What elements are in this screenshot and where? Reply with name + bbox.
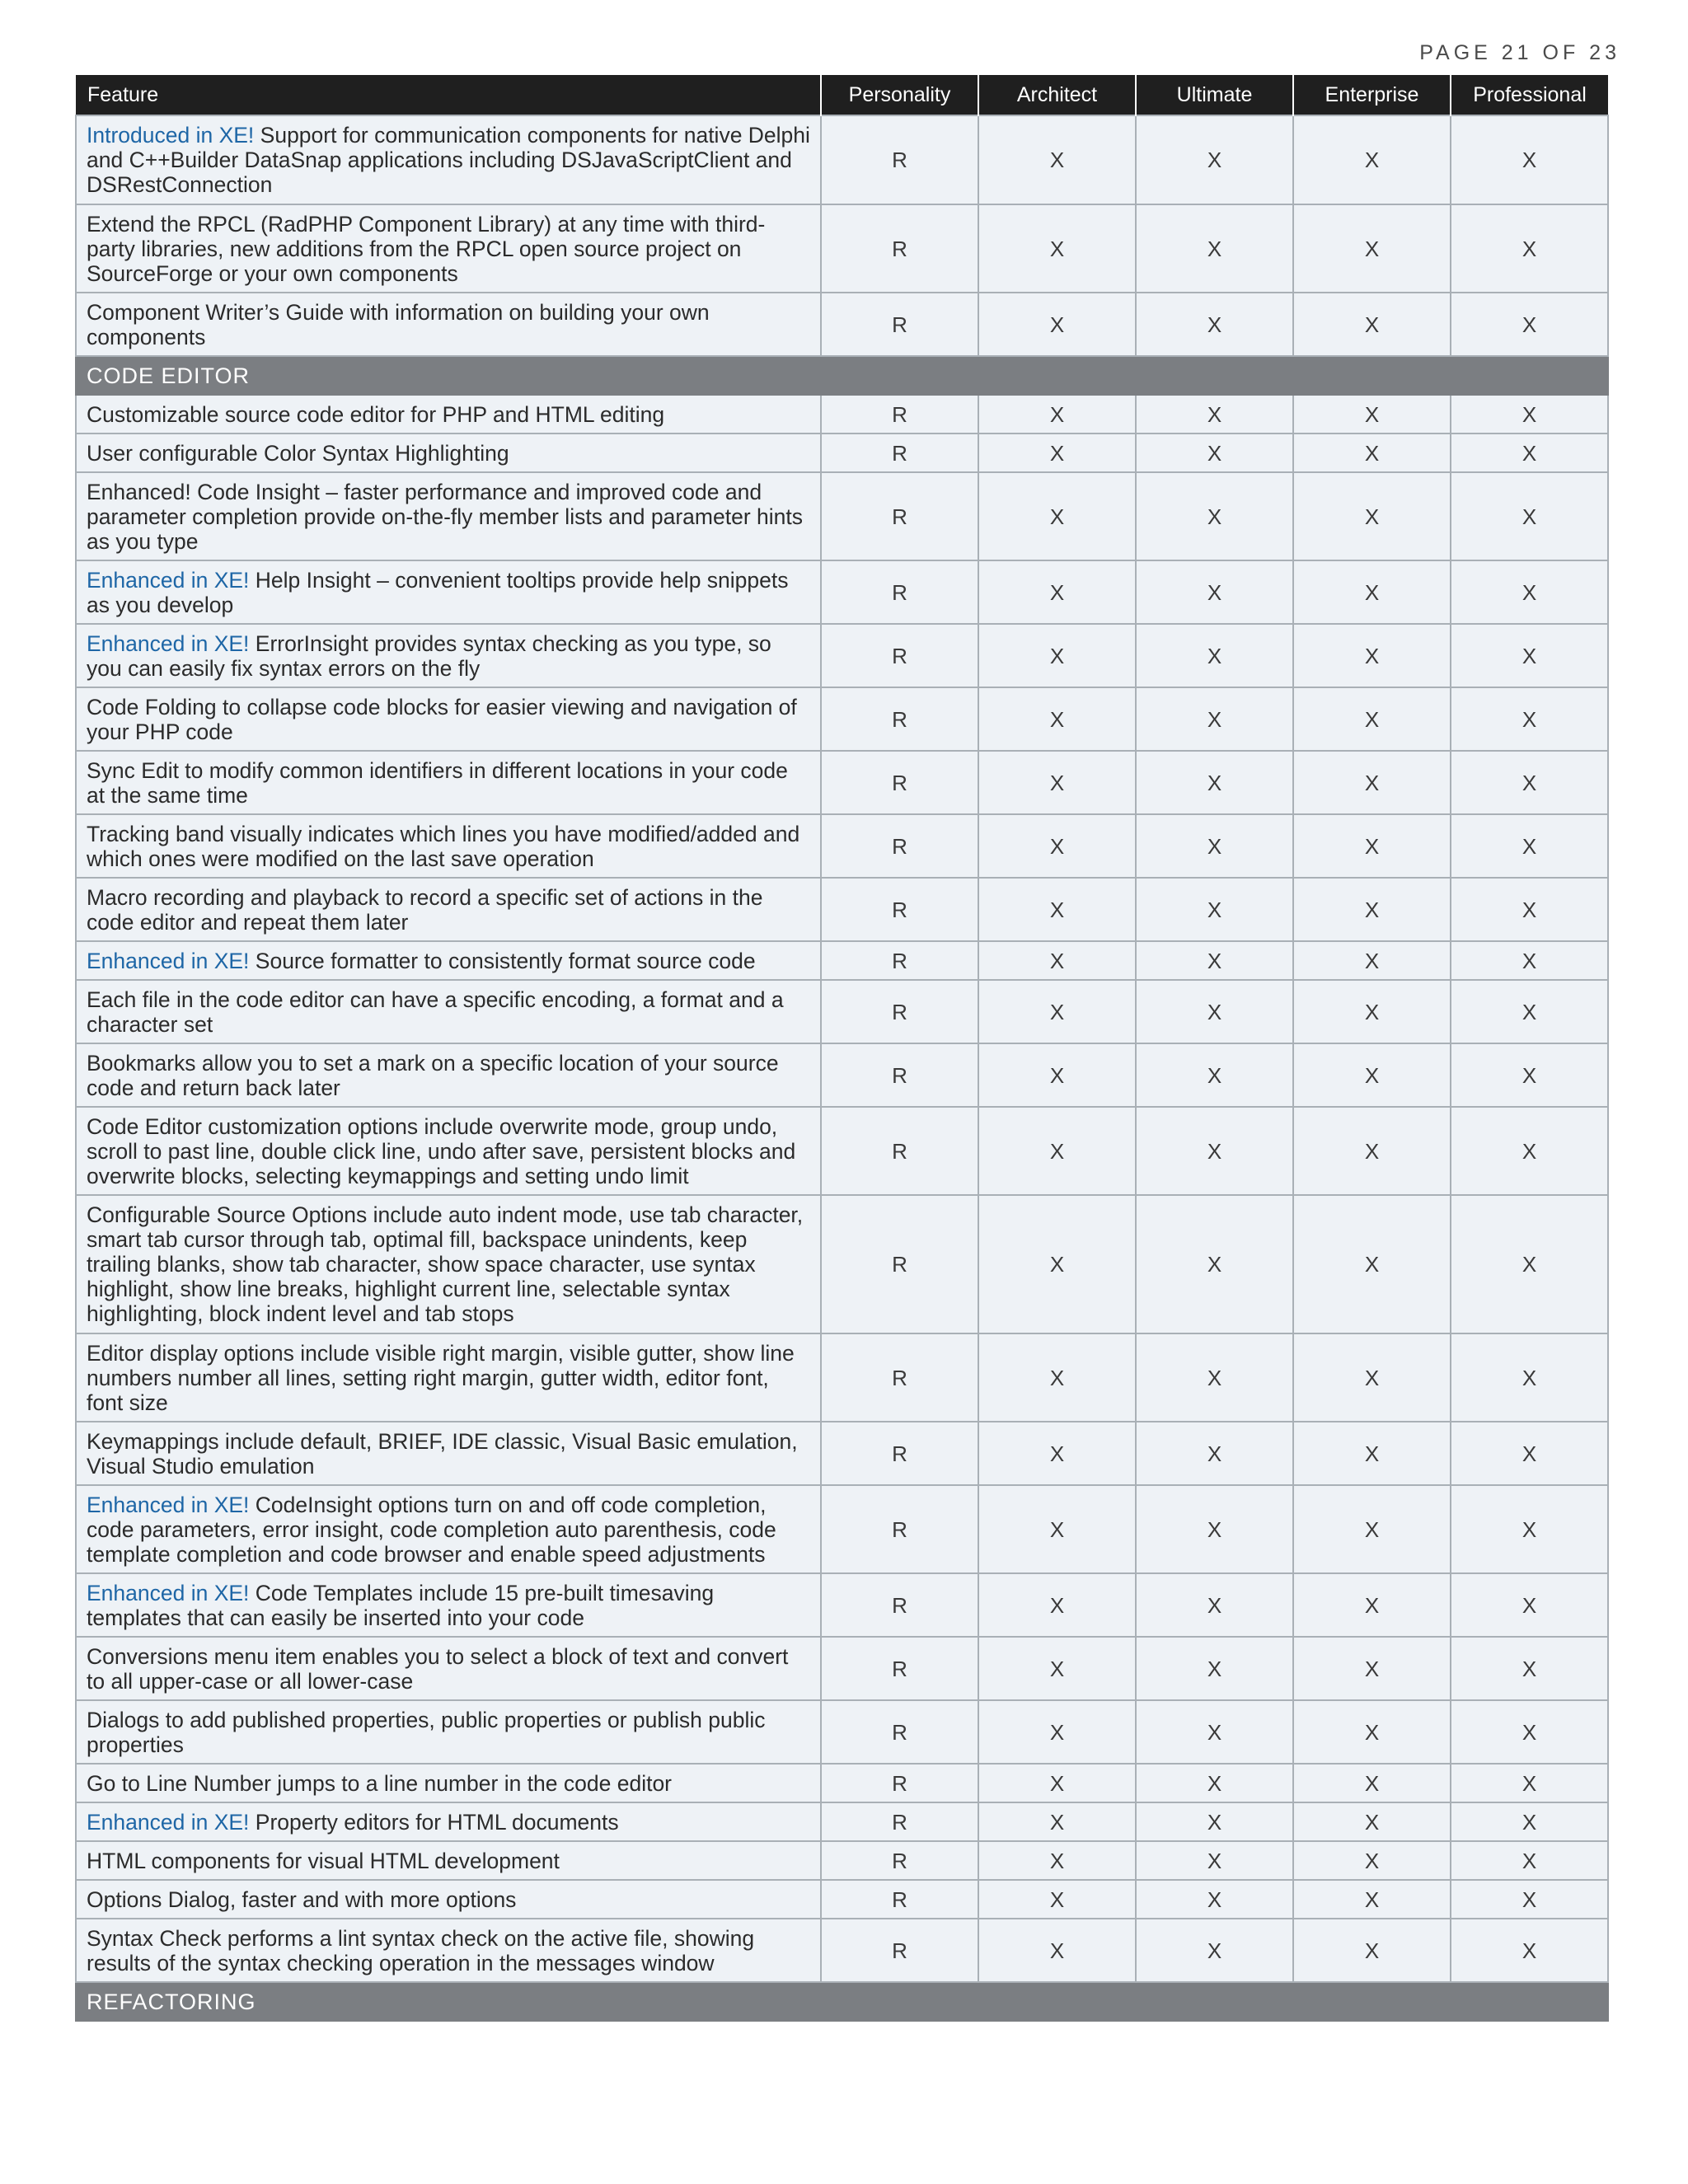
feature-cell <box>76 560 821 624</box>
availability-cell-professional: X <box>1451 1195 1608 1333</box>
availability-cell-personality: R <box>821 1700 978 1764</box>
availability-cell-professional: X <box>1451 395 1608 434</box>
availability-cell-ultimate: X <box>1136 624 1293 687</box>
feature-description: Extend the RPCL (RadPHP Component Library) at any time with third-party libraries, new additions from the RPCL open source project on SourceForge or your own components <box>87 211 766 286</box>
table-row <box>76 204 1608 293</box>
availability-cell-enterprise: X <box>1293 1919 1451 1982</box>
feature-cell <box>76 293 821 356</box>
availability-cell-architect: X <box>978 1637 1136 1700</box>
availability-cell-architect: X <box>978 624 1136 687</box>
feature-description: Property editors for HTML documents <box>249 1809 619 1835</box>
table-row <box>76 1573 1608 1637</box>
availability-cell-architect: X <box>978 1700 1136 1764</box>
availability-cell-ultimate: X <box>1136 1841 1293 1880</box>
availability-cell-personality: R <box>821 687 978 751</box>
availability-cell-architect: X <box>978 293 1136 356</box>
availability-cell-architect: X <box>978 560 1136 624</box>
availability-cell-personality: R <box>821 941 978 980</box>
table-row <box>76 472 1608 560</box>
availability-cell-professional: X <box>1451 1637 1608 1700</box>
availability-cell-enterprise: X <box>1293 1700 1451 1764</box>
availability-cell-professional: X <box>1451 751 1608 814</box>
availability-cell-professional: X <box>1451 293 1608 356</box>
availability-cell-ultimate: X <box>1136 1700 1293 1764</box>
availability-cell-professional: X <box>1451 941 1608 980</box>
feature-cell <box>76 1195 821 1333</box>
feature-description: Syntax Check performs a lint syntax check on the active file, showing results of the syntax checking operation in the messages window <box>87 1925 755 1975</box>
feature-cell <box>76 1422 821 1485</box>
availability-cell-ultimate: X <box>1136 293 1293 356</box>
availability-cell-professional: X <box>1451 1841 1608 1880</box>
column-header-personality: Personality <box>821 75 978 115</box>
availability-cell-enterprise: X <box>1293 560 1451 624</box>
availability-cell-personality: R <box>821 624 978 687</box>
availability-cell-architect: X <box>978 687 1136 751</box>
availability-cell-ultimate: X <box>1136 434 1293 472</box>
availability-cell-personality: R <box>821 1107 978 1195</box>
availability-cell-ultimate: X <box>1136 560 1293 624</box>
feature-cell <box>76 941 821 980</box>
section-header-row <box>76 1982 1608 2021</box>
availability-cell-enterprise: X <box>1293 293 1451 356</box>
availability-cell-professional: X <box>1451 1700 1608 1764</box>
availability-cell-professional: X <box>1451 434 1608 472</box>
availability-cell-enterprise: X <box>1293 814 1451 878</box>
availability-cell-enterprise: X <box>1293 751 1451 814</box>
feature-description: Keymappings include default, BRIEF, IDE classic, Visual Basic emulation, Visual Studio emulation <box>87 1428 798 1479</box>
availability-cell-personality: R <box>821 293 978 356</box>
availability-cell-architect: X <box>978 204 1136 293</box>
availability-cell-architect: X <box>978 1764 1136 1802</box>
availability-cell-personality: R <box>821 1043 978 1107</box>
table-row <box>76 1700 1608 1764</box>
feature-highlight-label: Enhanced in XE! <box>87 1809 250 1835</box>
table-row <box>76 1043 1608 1107</box>
feature-highlight-label: Enhanced in XE! <box>87 1580 250 1605</box>
availability-cell-enterprise: X <box>1293 1573 1451 1637</box>
availability-cell-ultimate: X <box>1136 204 1293 293</box>
availability-cell-ultimate: X <box>1136 751 1293 814</box>
table-row <box>76 878 1608 941</box>
availability-cell-professional: X <box>1451 1880 1608 1919</box>
column-header-ultimate: Ultimate <box>1136 75 1293 115</box>
feature-highlight-label: Enhanced in XE! <box>87 948 250 973</box>
column-header-enterprise: Enterprise <box>1293 75 1451 115</box>
feature-cell <box>76 751 821 814</box>
availability-cell-personality: R <box>821 1573 978 1637</box>
availability-cell-ultimate: X <box>1136 472 1293 560</box>
table-row <box>76 1919 1608 1982</box>
feature-cell <box>76 434 821 472</box>
availability-cell-ultimate: X <box>1136 980 1293 1043</box>
availability-cell-architect: X <box>978 1333 1136 1422</box>
feature-cell <box>76 1919 821 1982</box>
availability-cell-enterprise: X <box>1293 624 1451 687</box>
availability-cell-ultimate: X <box>1136 1919 1293 1982</box>
table-row <box>76 293 1608 356</box>
table-row <box>76 1841 1608 1880</box>
table-row <box>76 1422 1608 1485</box>
availability-cell-architect: X <box>978 1841 1136 1880</box>
table-row <box>76 751 1608 814</box>
availability-cell-personality: R <box>821 560 978 624</box>
availability-cell-enterprise: X <box>1293 1485 1451 1573</box>
availability-cell-ultimate: X <box>1136 1043 1293 1107</box>
availability-cell-ultimate: X <box>1136 1195 1293 1333</box>
availability-cell-architect: X <box>978 941 1136 980</box>
feature-description: CodeInsight options turn on and off code completion, code parameters, error insight, code completion auto parenthesis, code template completion and code browser and enable speed adjustments <box>87 1492 776 1567</box>
table-body <box>76 115 1608 2021</box>
feature-description: Go to Line Number jumps to a line number in the code editor <box>87 1770 673 1796</box>
availability-cell-professional: X <box>1451 624 1608 687</box>
table-header-row <box>76 75 1608 115</box>
feature-description: Code Editor customization options include overwrite mode, group undo, scroll to past line, double click line, undo after save, persistent blocks and overwrite blocks, selecting keymappings and setting undo limit <box>87 1113 796 1188</box>
availability-cell-ultimate: X <box>1136 1573 1293 1637</box>
availability-cell-architect: X <box>978 1195 1136 1333</box>
availability-cell-professional: X <box>1451 472 1608 560</box>
feature-description: ErrorInsight provides syntax checking as you type, so you can easily fix syntax errors on the fly <box>87 630 771 681</box>
availability-cell-enterprise: X <box>1293 1043 1451 1107</box>
availability-cell-professional: X <box>1451 1485 1608 1573</box>
feature-highlight-label: Enhanced in XE! <box>87 1492 250 1517</box>
feature-cell <box>76 1841 821 1880</box>
feature-description: Bookmarks allow you to set a mark on a specific location of your source code and return back later <box>87 1050 779 1100</box>
table-row <box>76 1195 1608 1333</box>
table-row <box>76 1333 1608 1422</box>
availability-cell-ultimate: X <box>1136 1637 1293 1700</box>
availability-cell-architect: X <box>978 1043 1136 1107</box>
availability-cell-personality: R <box>821 1841 978 1880</box>
availability-cell-professional: X <box>1451 814 1608 878</box>
availability-cell-enterprise: X <box>1293 687 1451 751</box>
feature-cell <box>76 204 821 293</box>
feature-matrix-table <box>75 75 1609 2022</box>
page-number: PAGE 21 OF 23 <box>1419 41 1620 64</box>
availability-cell-personality: R <box>821 1880 978 1919</box>
availability-cell-professional: X <box>1451 1422 1608 1485</box>
table-row <box>76 624 1608 687</box>
feature-cell <box>76 980 821 1043</box>
availability-cell-professional: X <box>1451 1333 1608 1422</box>
availability-cell-architect: X <box>978 1107 1136 1195</box>
column-header-architect: Architect <box>978 75 1136 115</box>
feature-highlight-label: Introduced in XE! <box>87 123 255 148</box>
availability-cell-professional: X <box>1451 1107 1608 1195</box>
feature-cell <box>76 814 821 878</box>
column-header-professional: Professional <box>1451 75 1608 115</box>
availability-cell-architect: X <box>978 1802 1136 1841</box>
availability-cell-ultimate: X <box>1136 1485 1293 1573</box>
feature-cell <box>76 472 821 560</box>
feature-description: Editor display options include visible right margin, visible gutter, show line numbers number all lines, setting right margin, gutter width, editor font, font size <box>87 1340 795 1415</box>
feature-highlight-label: Enhanced in XE! <box>87 567 250 593</box>
availability-cell-enterprise: X <box>1293 1333 1451 1422</box>
availability-cell-personality: R <box>821 395 978 434</box>
table-row <box>76 1107 1608 1195</box>
feature-description: Customizable source code editor for PHP and HTML editing <box>87 401 665 427</box>
availability-cell-personality: R <box>821 1195 978 1333</box>
section-title: CODE EDITOR <box>76 356 1608 395</box>
feature-description: Component Writer’s Guide with information on building your own components <box>87 299 710 349</box>
availability-cell-professional: X <box>1451 115 1608 204</box>
feature-description: Tracking band visually indicates which lines you have modified/added and which ones were modified on the last save operation <box>87 821 800 871</box>
feature-description: Code Folding to collapse code blocks for easier viewing and navigation of your PHP code <box>87 694 797 744</box>
feature-description: Configurable Source Options include auto indent mode, use tab character, smart tab cursor through tab, optimal fill, backspace unindents, keep trailing blanks, show tab character, show space character, use syntax highlight, show line breaks, highlight current line, selectable syntax highlighting, block indent level and tab stops <box>87 1202 804 1326</box>
availability-cell-personality: R <box>821 814 978 878</box>
availability-cell-ultimate: X <box>1136 395 1293 434</box>
availability-cell-professional: X <box>1451 1764 1608 1802</box>
availability-cell-personality: R <box>821 1802 978 1841</box>
section-header-row <box>76 356 1608 395</box>
availability-cell-enterprise: X <box>1293 434 1451 472</box>
availability-cell-ultimate: X <box>1136 814 1293 878</box>
availability-cell-architect: X <box>978 115 1136 204</box>
availability-cell-professional: X <box>1451 980 1608 1043</box>
availability-cell-personality: R <box>821 434 978 472</box>
availability-cell-professional: X <box>1451 1802 1608 1841</box>
availability-cell-ultimate: X <box>1136 1880 1293 1919</box>
availability-cell-professional: X <box>1451 878 1608 941</box>
availability-cell-ultimate: X <box>1136 941 1293 980</box>
availability-cell-architect: X <box>978 472 1136 560</box>
availability-cell-ultimate: X <box>1136 1333 1293 1422</box>
feature-cell <box>76 878 821 941</box>
availability-cell-architect: X <box>978 878 1136 941</box>
table-row <box>76 434 1608 472</box>
availability-cell-professional: X <box>1451 1573 1608 1637</box>
availability-cell-enterprise: X <box>1293 1107 1451 1195</box>
availability-cell-enterprise: X <box>1293 1841 1451 1880</box>
feature-cell <box>76 624 821 687</box>
availability-cell-enterprise: X <box>1293 1880 1451 1919</box>
availability-cell-personality: R <box>821 1764 978 1802</box>
feature-description: HTML components for visual HTML development <box>87 1848 560 1873</box>
feature-cell <box>76 1485 821 1573</box>
feature-cell <box>76 1107 821 1195</box>
availability-cell-personality: R <box>821 472 978 560</box>
table-row <box>76 941 1608 980</box>
availability-cell-ultimate: X <box>1136 687 1293 751</box>
table-row <box>76 687 1608 751</box>
availability-cell-enterprise: X <box>1293 980 1451 1043</box>
table-row <box>76 1637 1608 1700</box>
availability-cell-enterprise: X <box>1293 1195 1451 1333</box>
feature-highlight-label: Enhanced in XE! <box>87 630 250 656</box>
feature-description: Conversions menu item enables you to select a block of text and convert to all upper-case or all lower-case <box>87 1643 789 1694</box>
availability-cell-enterprise: X <box>1293 1802 1451 1841</box>
availability-cell-professional: X <box>1451 560 1608 624</box>
availability-cell-ultimate: X <box>1136 115 1293 204</box>
availability-cell-architect: X <box>978 1880 1136 1919</box>
feature-cell <box>76 1802 821 1841</box>
availability-cell-architect: X <box>978 395 1136 434</box>
availability-cell-enterprise: X <box>1293 395 1451 434</box>
table-row <box>76 395 1608 434</box>
table-row <box>76 560 1608 624</box>
availability-cell-ultimate: X <box>1136 1422 1293 1485</box>
availability-cell-enterprise: X <box>1293 1764 1451 1802</box>
feature-description: Code Templates include 15 pre-built timesaving templates that can easily be inserted into your code <box>87 1580 715 1630</box>
availability-cell-personality: R <box>821 1422 978 1485</box>
table-row <box>76 980 1608 1043</box>
availability-cell-ultimate: X <box>1136 878 1293 941</box>
feature-description: Each file in the code editor can have a specific encoding, a format and a character set <box>87 987 784 1037</box>
availability-cell-personality: R <box>821 980 978 1043</box>
feature-cell <box>76 1637 821 1700</box>
feature-cell <box>76 1043 821 1107</box>
availability-cell-enterprise: X <box>1293 878 1451 941</box>
feature-description: User configurable Color Syntax Highlighting <box>87 440 509 466</box>
feature-description: Sync Edit to modify common identifiers in different locations in your code at the same time <box>87 757 788 808</box>
table-row <box>76 115 1608 204</box>
feature-description: Enhanced! Code Insight – faster performance and improved code and parameter completion provide on-the-fly member lists and parameter hints as you type <box>87 479 804 554</box>
availability-cell-personality: R <box>821 204 978 293</box>
availability-cell-enterprise: X <box>1293 1422 1451 1485</box>
availability-cell-enterprise: X <box>1293 472 1451 560</box>
table-row <box>76 1880 1608 1919</box>
availability-cell-architect: X <box>978 980 1136 1043</box>
availability-cell-enterprise: X <box>1293 115 1451 204</box>
feature-cell <box>76 395 821 434</box>
availability-cell-architect: X <box>978 434 1136 472</box>
feature-cell <box>76 687 821 751</box>
availability-cell-professional: X <box>1451 687 1608 751</box>
availability-cell-architect: X <box>978 751 1136 814</box>
availability-cell-personality: R <box>821 878 978 941</box>
feature-cell <box>76 1700 821 1764</box>
feature-description: Help Insight – convenient tooltips provide help snippets as you develop <box>87 567 789 617</box>
feature-description: Macro recording and playback to record a specific set of actions in the code editor and repeat them later <box>87 884 763 935</box>
availability-cell-personality: R <box>821 751 978 814</box>
feature-cell <box>76 115 821 204</box>
feature-description: Support for communication components for native Delphi and C++Builder DataSnap applications including DSJavaScriptClient and DSRestConnection <box>87 123 810 197</box>
feature-cell <box>76 1764 821 1802</box>
availability-cell-architect: X <box>978 1919 1136 1982</box>
feature-description: Options Dialog, faster and with more options <box>87 1886 517 1912</box>
availability-cell-professional: X <box>1451 1919 1608 1982</box>
availability-cell-enterprise: X <box>1293 1637 1451 1700</box>
availability-cell-personality: R <box>821 1485 978 1573</box>
feature-cell <box>76 1573 821 1637</box>
table-row <box>76 814 1608 878</box>
feature-cell <box>76 1333 821 1422</box>
feature-description: Dialogs to add published properties, public properties or publish public properties <box>87 1707 766 1757</box>
availability-cell-personality: R <box>821 1919 978 1982</box>
availability-cell-ultimate: X <box>1136 1107 1293 1195</box>
table-row <box>76 1764 1608 1802</box>
availability-cell-ultimate: X <box>1136 1802 1293 1841</box>
availability-cell-enterprise: X <box>1293 941 1451 980</box>
feature-cell <box>76 1880 821 1919</box>
feature-description: Source formatter to consistently format source code <box>249 948 756 973</box>
table-row <box>76 1802 1608 1841</box>
table-row <box>76 1485 1608 1573</box>
availability-cell-architect: X <box>978 1422 1136 1485</box>
availability-cell-architect: X <box>978 1573 1136 1637</box>
availability-cell-personality: R <box>821 1637 978 1700</box>
availability-cell-ultimate: X <box>1136 1764 1293 1802</box>
column-header-feature: Feature <box>76 75 821 115</box>
section-title: REFACTORING <box>76 1982 1608 2021</box>
availability-cell-architect: X <box>978 1485 1136 1573</box>
availability-cell-enterprise: X <box>1293 204 1451 293</box>
availability-cell-architect: X <box>978 814 1136 878</box>
availability-cell-personality: R <box>821 1333 978 1422</box>
availability-cell-personality: R <box>821 115 978 204</box>
availability-cell-professional: X <box>1451 1043 1608 1107</box>
availability-cell-professional: X <box>1451 204 1608 293</box>
